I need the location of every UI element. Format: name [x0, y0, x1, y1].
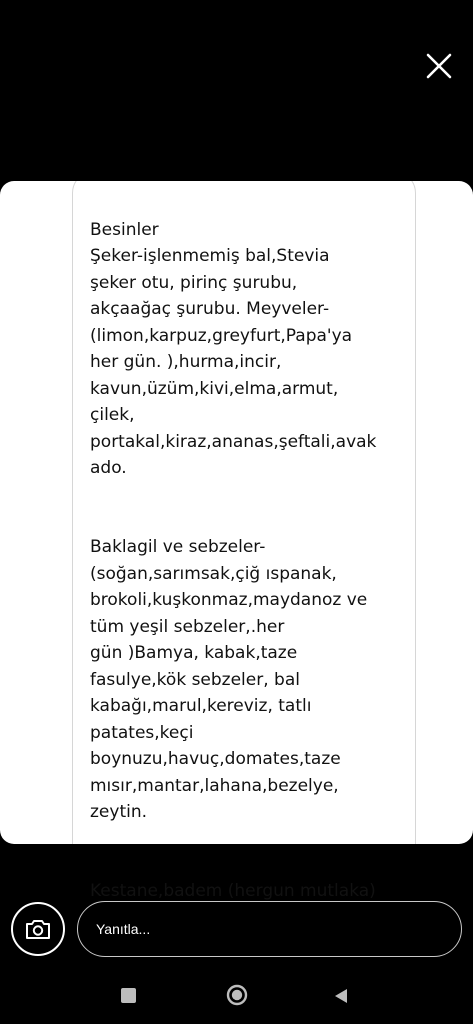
- note-paragraph-nuts: Kestane,badem (hergun mutlaka): [90, 881, 376, 901]
- home-button[interactable]: [226, 984, 248, 1006]
- note-paragraph-fruits: Besinler Şeker-işlenmemiş bal,Stevia şeker otu, pirinç şurubu, akçaağaç şurubu. Meyveler- (limon,karpuz,greyfurt,Papa'ya her gün. ),hurma,incir, kavun,üzüm,kivi,elma,armut, çilek, portakal,kiraz,ananas,şeftali,avak ado.: [90, 219, 377, 478]
- camera-icon: [25, 918, 51, 940]
- close-icon: [425, 52, 453, 80]
- back-icon: [333, 987, 349, 1005]
- system-nav-bar: [0, 970, 473, 1024]
- camera-button[interactable]: [11, 902, 65, 956]
- note-paragraph-vegetables: Baklagil ve sebzeler- (soğan,sarımsak,çiğ ıspanak, brokoli,kuşkonmaz,maydanoz ve tüm yeşil sebzeler,.her gün )Bamya, kabak,taze fasulye,kök sebzeler, bal kabağı,marul,kereviz, tatlı patates,keçi boynuzu,havuç,domates,taze mısır,mantar,lahana,bezelye, zeytin.: [90, 537, 368, 822]
- back-button[interactable]: [333, 987, 349, 1005]
- note-text: [90, 190, 410, 931]
- home-icon: [226, 984, 248, 1006]
- close-button[interactable]: [425, 52, 453, 80]
- reply-input[interactable]: [77, 901, 462, 957]
- recents-button[interactable]: [121, 988, 136, 1003]
